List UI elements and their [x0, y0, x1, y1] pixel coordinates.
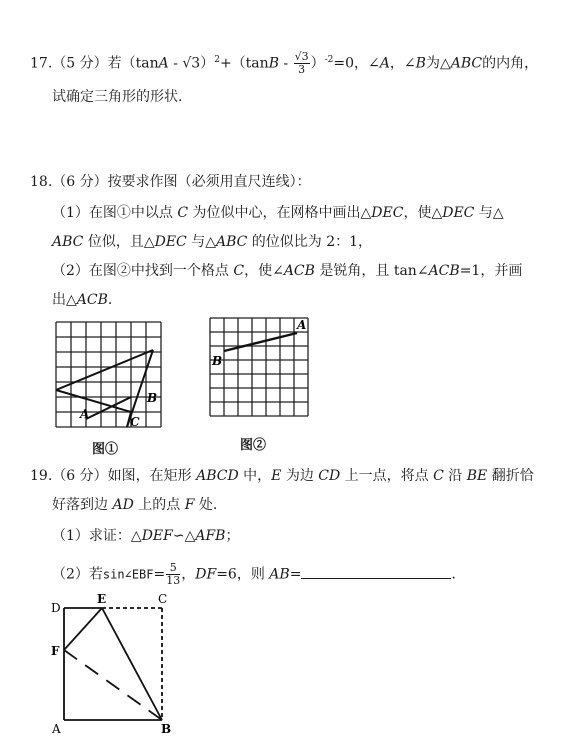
q19-var: AFB — [195, 528, 226, 544]
q19-text: =6，则 — [216, 566, 270, 583]
figure-3-lines — [64, 608, 162, 720]
q19-text: 为边 — [281, 468, 319, 484]
point-label-e: E — [97, 592, 107, 606]
q18-var: DEC — [154, 234, 187, 250]
segment-fb-dashed — [64, 650, 162, 720]
segment-fe — [64, 608, 102, 650]
q19-text: 上的点 — [133, 497, 185, 513]
q18-var: ACB — [76, 292, 108, 308]
q17-var: B — [268, 55, 279, 72]
q17-frac-num: √3 — [294, 50, 309, 64]
q17-fraction — [294, 51, 310, 76]
figure-1-caption: 图① — [92, 442, 119, 457]
q17-text: 为△ — [425, 55, 451, 72]
figure-2-caption: 图② — [240, 438, 267, 453]
q18-text: 的位似比为 2：1， — [247, 234, 373, 250]
q19-var: AD — [112, 497, 134, 513]
q18-text: 为位似中心，在网格中画出△ — [188, 205, 372, 221]
q17-line-1 — [30, 50, 538, 76]
q19-text: （2）若 — [52, 566, 103, 583]
q18-line-2 — [52, 203, 504, 223]
q19-line-4 — [52, 562, 456, 587]
q18-var: ABC — [52, 234, 84, 250]
triangle-side — [56, 390, 131, 412]
q17-var: A — [158, 55, 169, 72]
q18-var: ACB — [283, 263, 315, 279]
q19-text: = — [289, 566, 302, 583]
segment-ab — [224, 333, 297, 351]
q18-text: ，使△ — [403, 205, 443, 221]
point-label-b: B — [161, 722, 172, 736]
q17-text: （tan — [121, 55, 159, 72]
q17-frac-den: 3 — [298, 63, 306, 77]
q18-var: C — [177, 205, 189, 221]
q17-text: 的内角， — [482, 55, 539, 72]
q18-text: 出△ — [52, 292, 77, 308]
q18-text: =1，并画 — [459, 263, 523, 279]
q18-text: 是锐角，且 tan∠ — [314, 263, 429, 279]
q19-text: 沿 — [443, 468, 467, 484]
q17-var: A — [379, 55, 390, 72]
segment-eb — [102, 608, 162, 720]
q19-text: ∽△ — [172, 528, 196, 544]
point-label-a: A — [297, 318, 307, 332]
q19-var: C — [433, 468, 444, 484]
q18-var: ACB — [428, 263, 460, 279]
point-label-a: A — [52, 722, 61, 736]
q19-var: DEF — [141, 528, 173, 544]
q18-line-4 — [52, 261, 522, 281]
answer-blank[interactable] — [301, 564, 451, 579]
q19-var: F — [184, 497, 195, 513]
q19-line-3 — [52, 526, 239, 546]
q19-var: ABCD — [196, 468, 239, 484]
q18-text: 与△ — [474, 205, 504, 221]
q18-var: ABC — [215, 234, 248, 250]
q17-text: +（tan — [219, 55, 269, 72]
q19-fraction — [166, 562, 180, 587]
q19-var: AB — [269, 566, 290, 583]
q19-text: （1）求证：△ — [52, 528, 142, 544]
figure-1-grid — [50, 316, 170, 432]
point-label-f: F — [51, 644, 60, 658]
q19-text: 好落到边 — [52, 497, 113, 513]
q17-score: （5 分）若 — [52, 55, 122, 72]
q17-var: ABC — [450, 55, 483, 72]
point-label-b: B — [147, 391, 158, 405]
q18-text: （1）在图①中以点 — [52, 205, 178, 221]
point-label-a: A — [80, 407, 90, 421]
q18-var: DEC — [371, 205, 404, 221]
q19-line-2 — [52, 495, 217, 515]
point-label-c: C — [130, 415, 140, 429]
point-label-c: C — [158, 592, 168, 606]
q19-text: 处. — [194, 497, 218, 513]
q19-text: = — [153, 566, 166, 583]
q17-text: ） — [310, 55, 325, 72]
q19-var: DF — [195, 566, 217, 583]
point-label-b: B — [212, 354, 223, 368]
q18-text: 位似，且△ — [83, 234, 155, 250]
q19-text: 翻折恰 — [487, 468, 534, 484]
q19-sin: sin∠EBF — [102, 567, 154, 582]
figure-2-grid — [206, 314, 314, 422]
q17-var: B — [415, 55, 426, 72]
q17-exponent: 2 — [214, 55, 220, 65]
q17-exponent: -2 — [324, 55, 334, 65]
q17-line-2: 试确定三角形的形状. — [52, 89, 183, 105]
q19-line-1 — [30, 466, 534, 486]
q18-text: ，使∠ — [244, 263, 284, 279]
q18-line-3 — [52, 232, 372, 252]
q19-frac-den: 13 — [166, 574, 181, 587]
q18-var: DEC — [442, 205, 475, 221]
q18-text: 与△ — [186, 234, 216, 250]
q19-var: BE — [466, 468, 488, 484]
q18-line-1: 18.（6 分）按要求作图（必须用直尺连线）： — [30, 174, 311, 190]
q17-number: 17. — [30, 55, 53, 72]
q18-text: . — [107, 292, 113, 308]
q19-frac-num: 5 — [166, 562, 180, 575]
q19-text: ， — [181, 566, 196, 583]
q19-text: . — [451, 566, 456, 583]
q19-text: ； — [225, 528, 240, 544]
q17-text: =0，∠ — [333, 55, 380, 72]
q19-text: 中， — [238, 468, 272, 484]
figure-3-rectangle — [46, 590, 186, 740]
q19-var: E — [271, 468, 282, 484]
q18-line-5 — [52, 290, 112, 310]
q19-text: 上一点，将点 — [340, 468, 434, 484]
q17-text: - √3） — [168, 55, 215, 72]
q18-var: C — [233, 263, 245, 279]
q18-text: （2）在图②中找到一个格点 — [52, 263, 234, 279]
q17-text: - — [278, 55, 293, 72]
point-label-d: D — [51, 601, 61, 615]
q19-text: 19.（6 分）如图，在矩形 — [30, 468, 197, 484]
q19-var: CD — [318, 468, 341, 484]
q17-text: ，∠ — [389, 55, 416, 72]
